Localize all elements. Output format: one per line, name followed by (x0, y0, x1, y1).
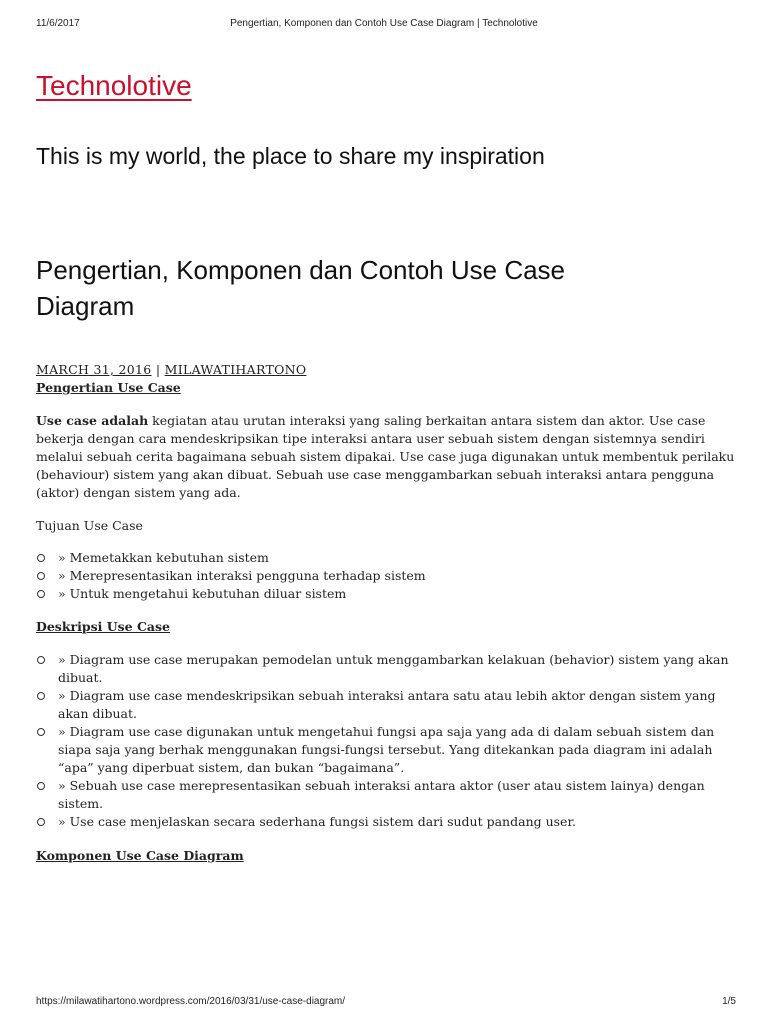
meta-separator: | (155, 362, 161, 377)
intro-paragraph (36, 412, 736, 502)
print-page-number: 1/5 (722, 996, 736, 1007)
section-heading-pengertian: Pengertian Use Case (36, 380, 181, 395)
list-item: » Use case menjelaskan secara sederhana fungsi sistem dari sudut pandang user. (36, 813, 736, 831)
post-meta (36, 361, 736, 379)
deskripsi-list (36, 651, 736, 831)
intro-bold: Use case adalah (36, 413, 149, 428)
tujuan-list (36, 549, 736, 603)
section-heading-komponen: Komponen Use Case Diagram (36, 848, 244, 863)
site-tagline: This is my world, the place to share my inspiration (36, 143, 545, 169)
list-item: » Diagram use case mendeskripsikan sebuah interaksi antara satu atau lebih aktor dengan sistem yang akan dibuat. (36, 687, 736, 723)
list-item: » Memetakkan kebutuhan sistem (36, 549, 736, 567)
list-item: » Diagram use case digunakan untuk mengetahui fungsi apa saja yang ada di dalam sebuah sistem dan siapa saja yang berhak menggunakan fungsi-fungsi tersebut. Yang ditekankan pada diagram ini adalah “apa” yang diperbuat sistem, dan bukan “bagaimana”. (36, 723, 736, 777)
intro-text: kegiatan atau urutan interaksi yang saling berkaitan antara sistem dan aktor. Use case bekerja dengan cara mendeskripsikan tipe interaksi antara user sebuah sistem dengan sistemnya sendiri melalui sebuah cerita bagaimana sebuah sistem dipakai. Use case juga digunakan untuk membentuk perilaku (behaviour) sistem yang akan dibuat. Sebuah use case menggambarkan sebuah interaksi antara pengguna (aktor) dengan sistem yang ada. (36, 413, 735, 500)
list-item: » Untuk mengetahui kebutuhan diluar sistem (36, 585, 736, 603)
print-date: 11/6/2017 (36, 18, 80, 29)
print-url: https://milawatihartono.wordpress.com/2016/03/31/use-case-diagram/ (36, 996, 346, 1007)
site-title-link[interactable]: Technolotive (36, 70, 192, 101)
list-item: » Sebuah use case merepresentasikan sebuah interaksi antara aktor (user atau sistem lainya) dengan sistem. (36, 777, 736, 813)
post-title: Pengertian, Komponen dan Contoh Use Case Diagram (36, 255, 566, 321)
post-author-link[interactable]: MILAWATIHARTONO (164, 362, 307, 377)
tujuan-label: Tujuan Use Case (36, 518, 143, 533)
post-content (36, 361, 736, 865)
section-heading-deskripsi: Deskripsi Use Case (36, 619, 170, 634)
print-page-title: Pengertian, Komponen dan Contoh Use Case Diagram | Technolotive (230, 18, 538, 29)
post-date-link[interactable]: MARCH 31, 2016 (36, 362, 152, 377)
list-item: » Diagram use case merupakan pemodelan untuk menggambarkan kelakuan (behavior) sistem yang akan dibuat. (36, 651, 736, 687)
list-item: » Merepresentasikan interaksi pengguna terhadap sistem (36, 567, 736, 585)
